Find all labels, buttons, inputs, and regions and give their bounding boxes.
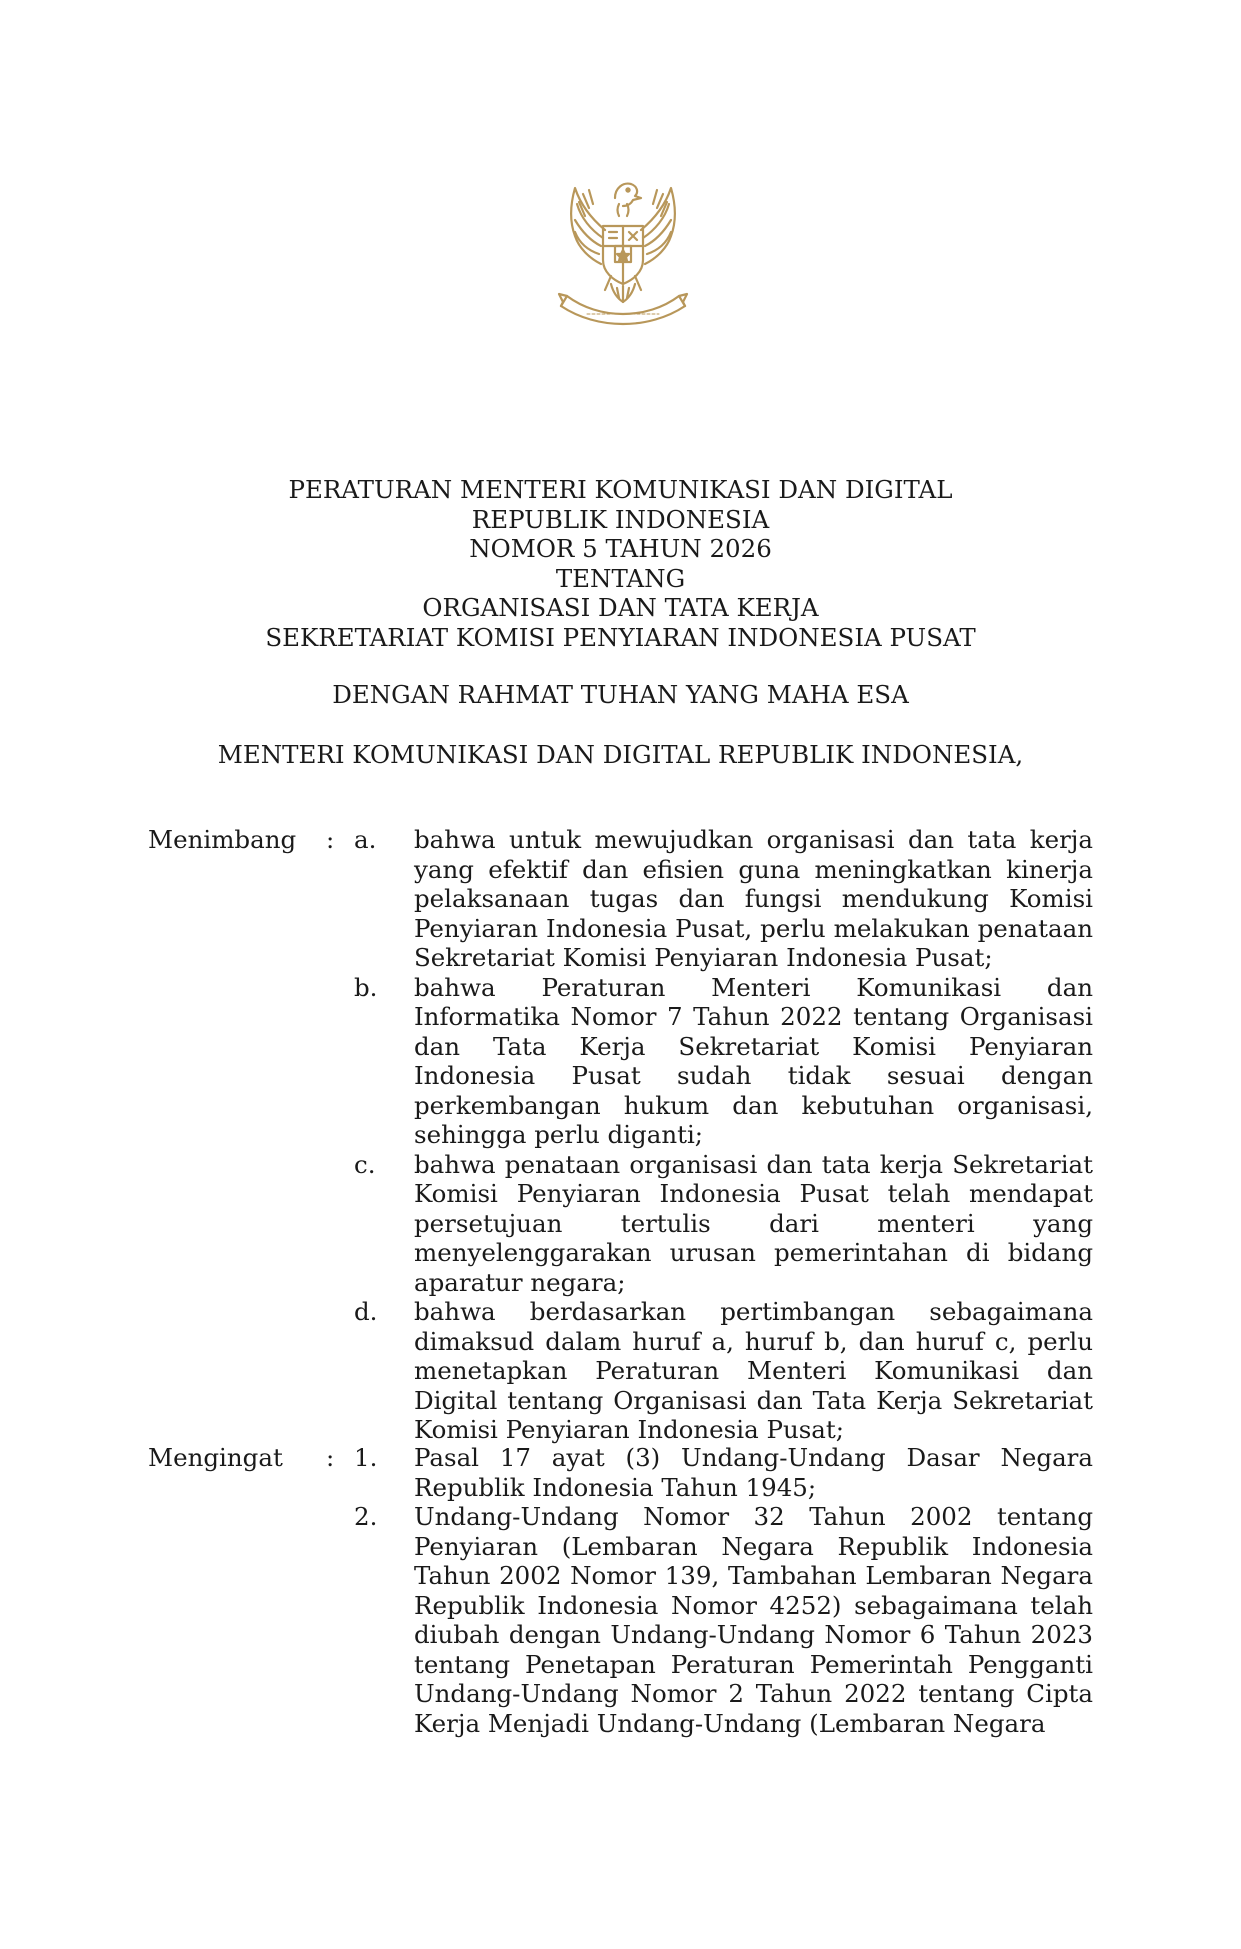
list-item	[0, 1297, 1241, 1445]
item-text: bahwa berdasarkan pertimbangan sebagaimana dimaksud dalam huruf a, huruf b, dan huruf c, perlu menetapkan Peraturan Menteri Komunikasi dan Digital tentang Organisasi dan Tata Kerja Sekretariat Komisi Penyiaran Indonesia Pusat;	[414, 1297, 1093, 1444]
menteri-heading: MENTERI KOMUNIKASI DAN DIGITAL REPUBLIK INDONESIA,	[217, 740, 1024, 769]
title-line: TENTANG	[555, 563, 686, 593]
item-text: bahwa untuk mewujudkan organisasi dan tata kerja yang efektif dan efisien guna meningkatkan kinerja pelaksanaan tugas dan fungsi mendukung Komisi Penyiaran Indonesia Pusat, perlu melakukan penataan Sekretariat Komisi Penyiaran Indonesia Pusat;	[414, 825, 1093, 972]
rahmat-heading: DENGAN RAHMAT TUHAN YANG MAHA ESA	[332, 680, 909, 709]
item-text: bahwa Peraturan Menteri Komunikasi dan Informatika Nomor 7 Tahun 2022 tentang Organisasi dan Tata Kerja Sekretariat Komisi Penyiaran Indonesia Pusat sudah tidak sesuai dengan perkembangan hukum dan kebutuhan organisasi, sehingga perlu diganti;	[414, 972, 1093, 1149]
section-label: Menimbang	[148, 825, 297, 854]
title-line: SEKRETARIAT KOMISI PENYIARAN INDONESIA PUSAT	[265, 622, 976, 652]
garuda-pancasila-emblem	[553, 168, 693, 328]
item-text: bahwa penataan organisasi dan tata kerja Sekretariat Komisi Penyiaran Indonesia Pusat telah mendapat persetujuan tertulis dari menteri yang menyelenggarakan urusan pemerintahan di bidang aparatur negara;	[414, 1149, 1093, 1297]
section-colon: :	[326, 825, 335, 854]
item-marker: d.	[354, 1297, 378, 1326]
item-marker: 2.	[354, 1502, 378, 1531]
list-item	[0, 973, 1241, 1150]
regulation-title	[0, 475, 1241, 652]
item-marker: b.	[354, 972, 378, 1002]
mengingat-section	[0, 1443, 1241, 1738]
list-item	[0, 825, 1241, 973]
item-text: Undang-Undang Nomor 32 Tahun 2002 tentang Penyiaran (Lembaran Negara Republik Indonesia Tahun 2002 Nomor 139, Tambahan Lembaran Negara Republik Indonesia Nomor 4252) sebagaimana telah diubah dengan Undang-Undang Nomor 6 Tahun 2023 tentang Penetapan Peraturan Pemerintah Pengganti Undang-Undang Nomor 2 Tahun 2022 tentang Cipta Kerja Menjadi Undang-Undang (Lembaran Negara	[414, 1502, 1093, 1738]
list-item	[0, 1150, 1241, 1298]
title-line: REPUBLIK INDONESIA	[471, 504, 770, 534]
title-line: PERATURAN MENTERI KOMUNIKASI DAN DIGITAL	[288, 475, 953, 504]
title-line: NOMOR 5 TAHUN 2026	[469, 534, 772, 563]
list-item	[0, 1502, 1241, 1738]
item-text: Pasal 17 ayat (3) Undang-Undang Dasar Negara Republik Indonesia Tahun 1945;	[414, 1443, 1093, 1502]
menimbang-section	[0, 825, 1241, 1445]
section-colon: :	[326, 1443, 335, 1472]
title-line: ORGANISASI DAN TATA KERJA	[422, 593, 819, 622]
item-marker: a.	[354, 825, 377, 854]
item-marker: c.	[354, 1149, 376, 1179]
list-item	[0, 1443, 1241, 1502]
item-marker: 1.	[354, 1443, 378, 1472]
section-label: Mengingat	[148, 1443, 283, 1472]
